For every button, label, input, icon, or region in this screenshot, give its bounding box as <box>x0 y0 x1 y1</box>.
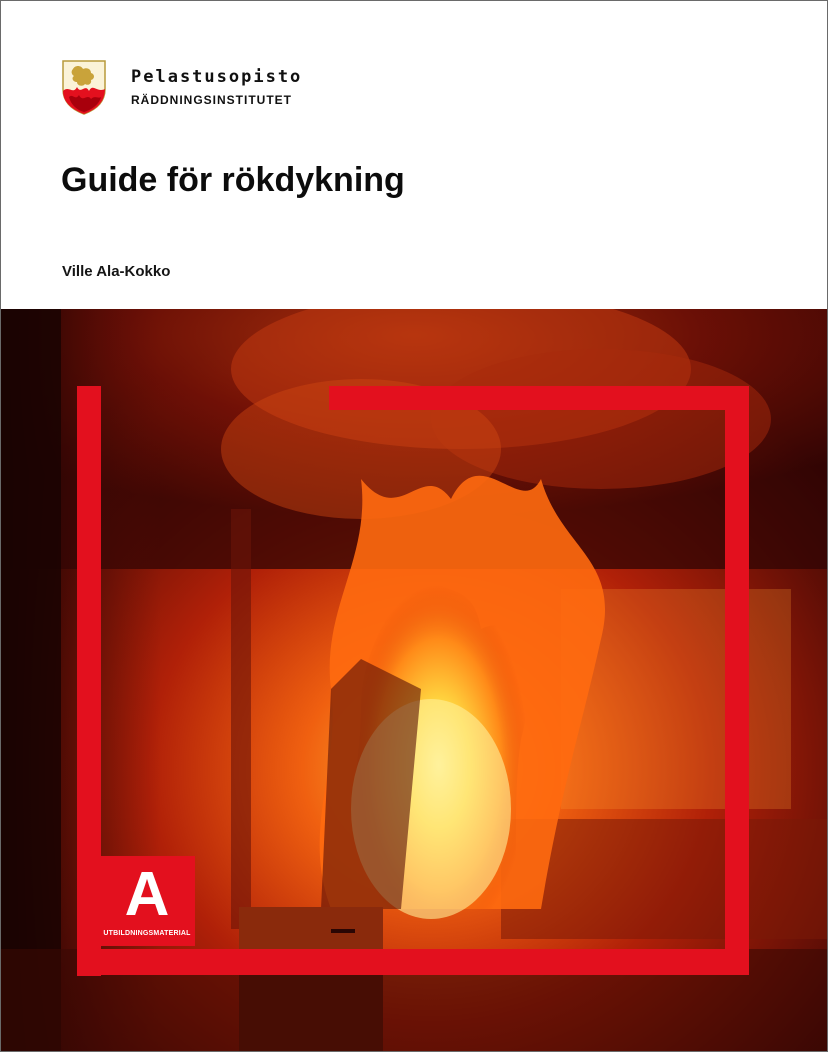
badge-label: UTBILDNINGSMATERIAL <box>103 930 191 937</box>
organization-name: Pelastusopisto <box>131 67 303 87</box>
document-title: Guide för rökdykning <box>61 161 405 199</box>
material-category-badge <box>99 856 195 946</box>
badge-letter: A <box>124 860 170 929</box>
cover-header <box>1 1 827 309</box>
organization-subtitle: RÄDDNINGSINSTITUTET <box>131 93 292 107</box>
coat-of-arms-lion-flames-icon <box>61 59 107 115</box>
document-author: Ville Ala-Kokko <box>62 263 171 280</box>
organization-logo <box>61 59 361 119</box>
